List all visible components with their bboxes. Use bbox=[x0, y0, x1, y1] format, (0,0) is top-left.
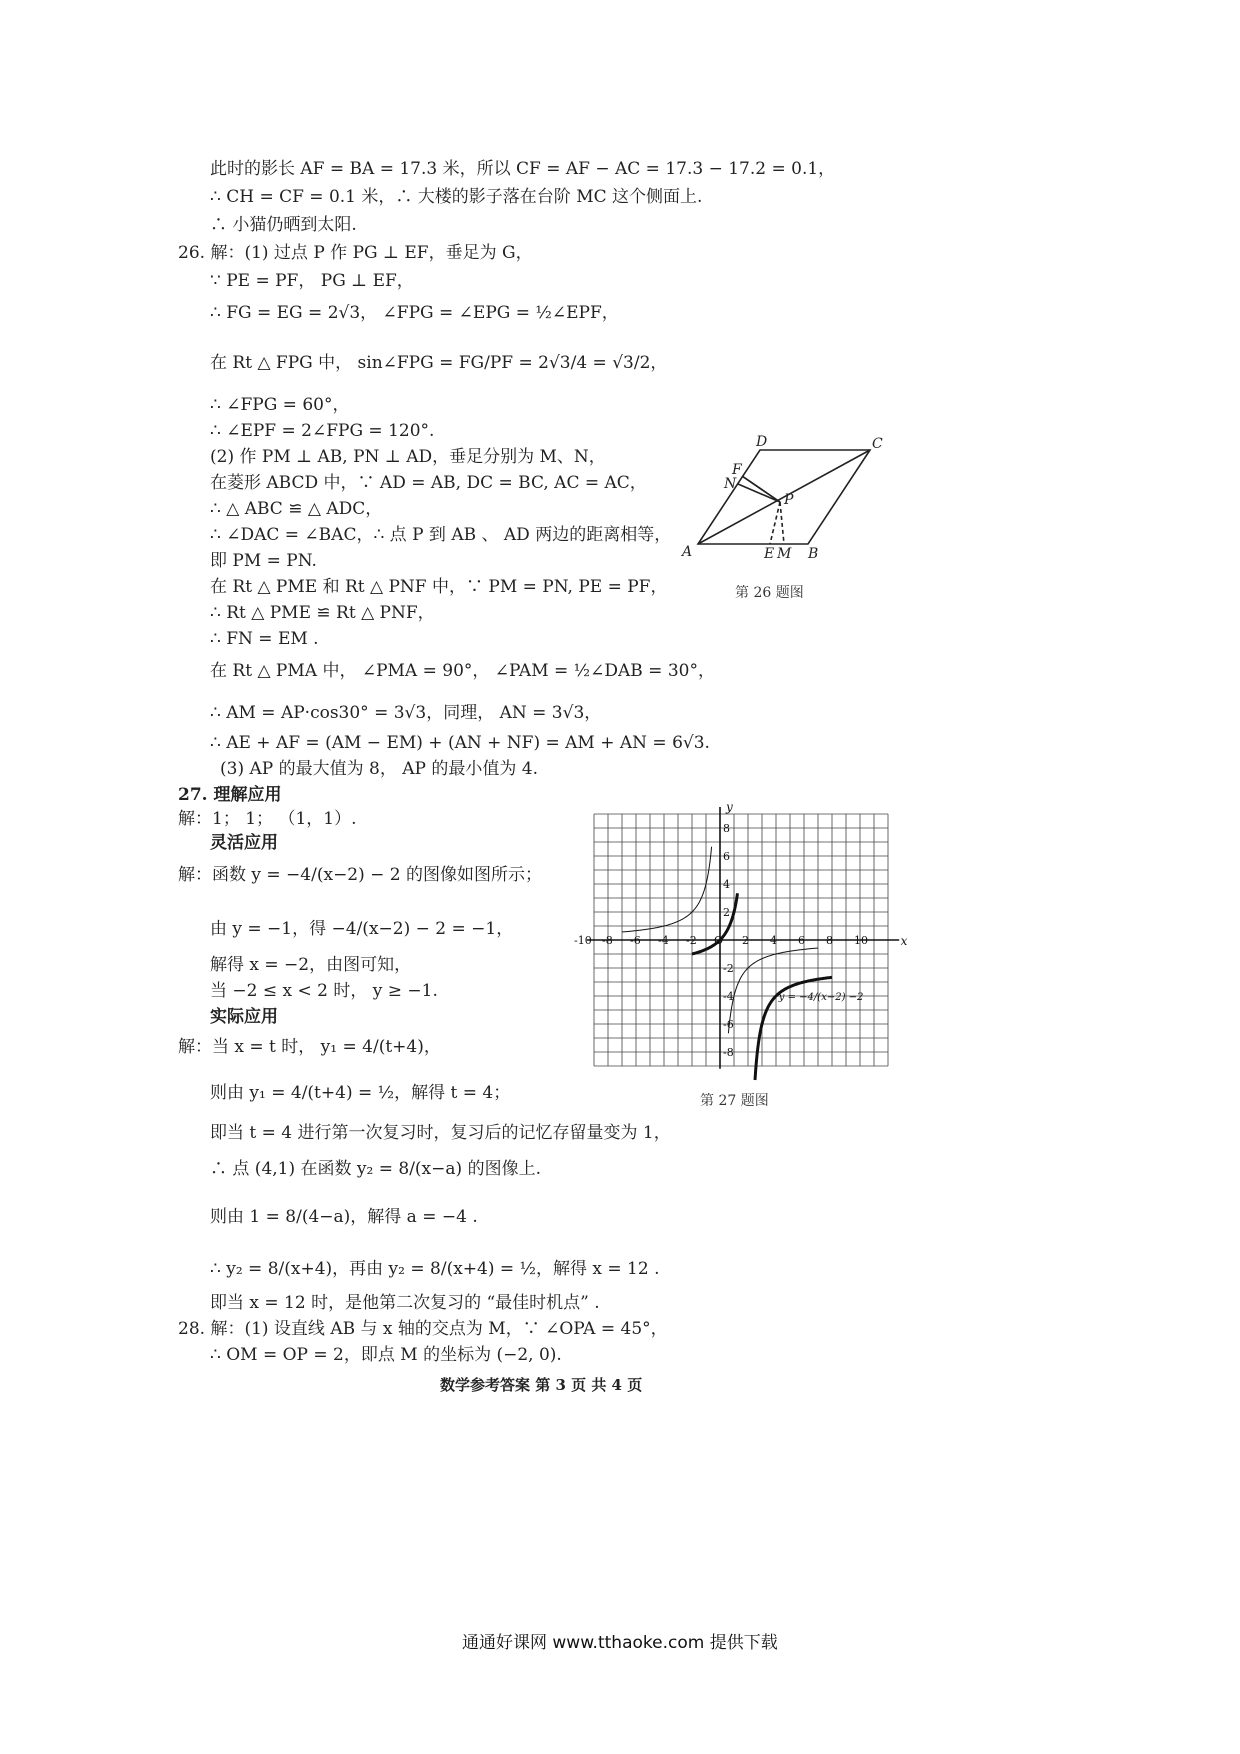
reference-curve-left bbox=[622, 847, 712, 932]
y-tick-label: -4 bbox=[723, 990, 734, 1003]
text-line: ∴ FN = EM . bbox=[210, 629, 319, 649]
label-E: E bbox=[764, 546, 775, 562]
curve-label: y = −4/(x−2) −2 bbox=[778, 992, 864, 1004]
label-N: N bbox=[724, 476, 737, 492]
y-tick-label: -8 bbox=[723, 1046, 734, 1059]
x-tick-label: -4 bbox=[658, 934, 669, 947]
y-tick-label: 8 bbox=[723, 822, 730, 835]
text-line: (3) AP 的最大值为 8， AP 的最小值为 4. bbox=[220, 759, 538, 779]
text-line: 解：当 x = t 时， y₁ = 4/(t+4)， bbox=[178, 1037, 441, 1057]
text-line: 即 PM = PN. bbox=[210, 551, 317, 571]
text-line: 灵活应用 bbox=[210, 833, 278, 853]
x-tick-label: 2 bbox=[742, 934, 749, 947]
y-tick-label: -6 bbox=[723, 1018, 734, 1031]
x-tick-label: 4 bbox=[770, 934, 777, 947]
text-line: (2) 作 PM ⊥ AB, PN ⊥ AD，垂足分别为 M、N， bbox=[210, 447, 606, 467]
label-F: F bbox=[732, 462, 742, 478]
text-line: ∴ AE + AF = (AM − EM) + (AN + NF) = AM + AN = 6√3. bbox=[210, 733, 710, 753]
figure-27-graph bbox=[574, 800, 910, 1080]
text-line: 解：函数 y = −4/(x−2) − 2 的图像如图所示； bbox=[178, 865, 543, 885]
text-line: 即当 x = 12 时，是他第二次复习的 “最佳时机点” . bbox=[210, 1293, 600, 1313]
text-line: 在 Rt △ PME 和 Rt △ PNF 中，∵ PM = PN, PE = PF， bbox=[210, 577, 668, 597]
label-A: A bbox=[682, 544, 693, 560]
text-line: ∴ Rt △ PME ≌ Rt △ PNF， bbox=[210, 603, 435, 623]
x-tick-label: 8 bbox=[826, 934, 833, 947]
label-D: D bbox=[756, 434, 768, 450]
y-axis-label: y bbox=[726, 800, 733, 815]
text-line: ∵ PE = PF， PG ⊥ EF， bbox=[210, 271, 414, 291]
text-line: ∴ △ ABC ≌ △ ADC， bbox=[210, 499, 383, 519]
text-line: ∴ 点 (4,1) 在函数 y₂ = 8/(x−a) 的图像上. bbox=[210, 1159, 541, 1179]
watermark: 通通好课网 www.tthaoke.com 提供下载 bbox=[462, 1633, 778, 1653]
text-line: ∴ 小猫仍晒到太阳. bbox=[210, 215, 357, 235]
y-tick-label: 4 bbox=[723, 878, 730, 891]
text-line: 此时的影长 AF = BA = 17.3 米，所以 CF = AF − AC = 17.3 − 17.2 = 0.1， bbox=[210, 159, 836, 179]
y-tick-label: -2 bbox=[723, 962, 734, 975]
text-line: 28. 解：(1) 设直线 AB 与 x 轴的交点为 M，∵ ∠OPA = 45°， bbox=[178, 1319, 668, 1339]
x-tick-label: O bbox=[714, 934, 724, 947]
text-line: ∴ ∠FPG = 60°， bbox=[210, 395, 350, 415]
y-tick-label: 6 bbox=[723, 850, 730, 863]
x-tick-label: -8 bbox=[602, 934, 613, 947]
x-tick-label: 6 bbox=[798, 934, 805, 947]
text-line: 则由 y₁ = 4/(t+4) = ½，解得 t = 4； bbox=[210, 1083, 511, 1103]
text-line: 在菱形 ABCD 中，∵ AD = AB, DC = BC, AC = AC， bbox=[210, 473, 647, 493]
reference-curve-right bbox=[728, 948, 818, 1033]
text-line: 由 y = −1，得 −4/(x−2) − 2 = −1， bbox=[210, 919, 514, 939]
text-line: 实际应用 bbox=[210, 1007, 278, 1027]
figure-27-caption: 第 27 题图 bbox=[700, 1093, 769, 1109]
text-line: 即当 t = 4 进行第一次复习时，复习后的记忆存留量变为 1， bbox=[210, 1123, 671, 1143]
text-line: ∴ FG = EG = 2√3， ∠FPG = ∠EPG = ½∠EPF， bbox=[210, 303, 619, 323]
y-tick-label: 2 bbox=[723, 906, 730, 919]
text-line: 则由 1 = 8/(4−a)，解得 a = −4 . bbox=[210, 1207, 478, 1227]
text-line: 解：1； 1； （1，1）. bbox=[178, 809, 357, 829]
text-line: ∴ ∠EPF = 2∠FPG = 120°. bbox=[210, 421, 435, 441]
text-line: 在 Rt △ PMA 中， ∠PMA = 90°， ∠PAM = ½∠DAB = 30°， bbox=[210, 661, 715, 681]
x-tick-label: -10 bbox=[574, 934, 592, 947]
figure-26-rhombus bbox=[680, 432, 890, 572]
text-line: ∴ ∠DAC = ∠BAC，∴ 点 P 到 AB 、 AD 两边的距离相等， bbox=[210, 525, 672, 545]
label-B: B bbox=[808, 546, 819, 562]
label-C: C bbox=[872, 436, 883, 452]
text-line: 当 −2 ≤ x < 2 时， y ≥ −1. bbox=[210, 981, 438, 1001]
text-line: 26. 解：(1) 过点 P 作 PG ⊥ EF，垂足为 G， bbox=[178, 243, 533, 263]
x-tick-label: 10 bbox=[854, 934, 868, 947]
text-line: ∴ OM = OP = 2，即点 M 的坐标为 (−2, 0). bbox=[210, 1345, 562, 1365]
x-tick-label: -2 bbox=[686, 934, 697, 947]
text-line: 27. 理解应用 bbox=[178, 785, 282, 805]
label-P: P bbox=[784, 492, 794, 508]
figure-26-caption: 第 26 题图 bbox=[735, 585, 804, 601]
text-line: 解得 x = −2，由图可知， bbox=[210, 955, 412, 975]
text-line: ∴ y₂ = 8/(x+4)，再由 y₂ = 8/(x+4) = ½，解得 x = 12 . bbox=[210, 1259, 660, 1279]
x-tick-label: -6 bbox=[630, 934, 641, 947]
x-axis-label: x bbox=[900, 934, 908, 948]
text-line: ∴ AM = AP·cos30° = 3√3，同理， AN = 3√3， bbox=[210, 703, 602, 723]
label-M: M bbox=[777, 546, 792, 562]
text-line: 在 Rt △ FPG 中， sin∠FPG = FG/PF = 2√3/4 = √3/2， bbox=[210, 353, 668, 373]
text-line: ∴ CH = CF = 0.1 米，∴ 大楼的影子落在台阶 MC 这个侧面上. bbox=[210, 187, 703, 207]
page-footer: 数学参考答案 第 3 页 共 4 页 bbox=[440, 1376, 643, 1394]
